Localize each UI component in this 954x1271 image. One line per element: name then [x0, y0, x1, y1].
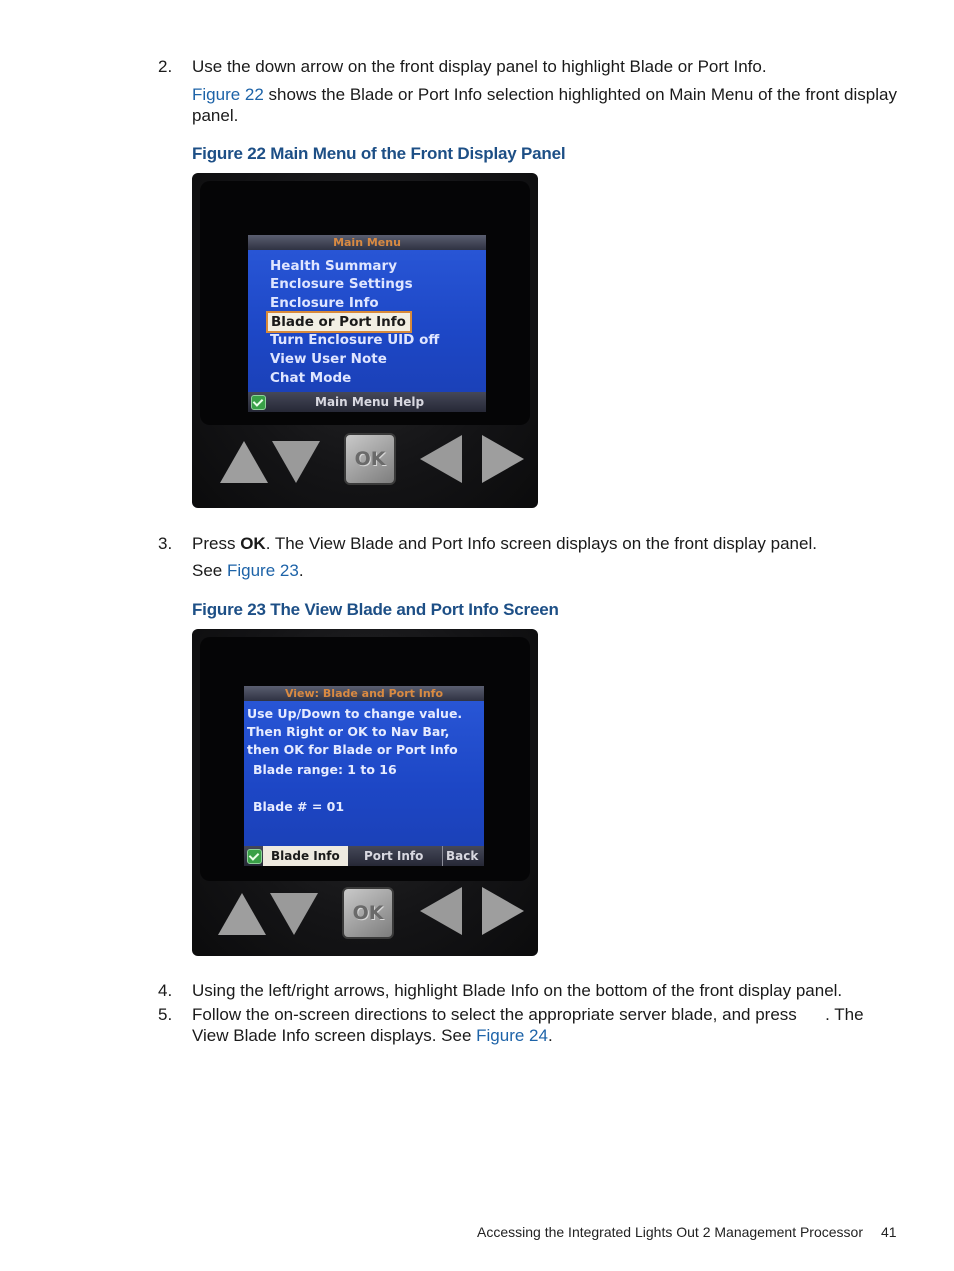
- main-menu-help-label[interactable]: Main Menu Help: [315, 395, 425, 409]
- menu-item-enclosure-info[interactable]: Enclosure Info: [270, 295, 379, 311]
- menu-item-health-summary[interactable]: Health Summary: [270, 258, 397, 274]
- step-2-reference: [192, 84, 902, 126]
- nav-bar: [244, 846, 484, 866]
- step-3-reference: [192, 560, 304, 581]
- down-arrow-button-icon[interactable]: [272, 441, 320, 483]
- figure-22-link[interactable]: Figure 22: [192, 85, 264, 104]
- menu-item-chat-mode[interactable]: Chat Mode: [270, 370, 352, 386]
- blade-number-value[interactable]: Blade # = 01: [253, 799, 345, 814]
- figure-23-link[interactable]: Figure 23: [226, 561, 299, 580]
- status-bar: [248, 392, 486, 412]
- right-arrow-button-icon[interactable]: [482, 435, 524, 483]
- step-2-reference-text: shows the Blade or Port Info selection highlighted on Main Menu of the front display panel.: [192, 85, 897, 125]
- menu-item-enclosure-settings[interactable]: Enclosure Settings: [270, 276, 413, 292]
- view-blade-port-info-screen: [244, 686, 484, 866]
- ok-button[interactable]: OK: [342, 887, 394, 939]
- see-prefix: See: [192, 561, 227, 580]
- instruction-line-2: Then Right or OK to Nav Bar,: [247, 724, 450, 739]
- down-arrow-button-icon[interactable]: [270, 893, 318, 935]
- up-arrow-button-icon[interactable]: [220, 441, 268, 483]
- step-5-suffix: .: [547, 1026, 553, 1045]
- right-arrow-button-icon[interactable]: [482, 887, 524, 935]
- main-menu-screen: [248, 235, 486, 412]
- figure-23-photo: [192, 629, 538, 956]
- figure-24-link[interactable]: Figure 24: [476, 1026, 548, 1045]
- page-number: 41: [881, 1224, 897, 1240]
- step-3-number: 3.: [158, 534, 173, 553]
- blade-range-label: Blade range: 1 to 16: [253, 762, 397, 777]
- step-3-text-after: . The View Blade and Port Info screen displays on the front display panel.: [265, 534, 817, 553]
- instruction-line-3: then OK for Blade or Port Info: [247, 742, 458, 757]
- check-icon: [247, 849, 262, 864]
- left-arrow-button-icon[interactable]: [420, 887, 462, 935]
- screen-title: Main Menu: [248, 235, 486, 250]
- up-arrow-button-icon[interactable]: [218, 893, 266, 935]
- check-icon: [251, 395, 266, 410]
- ok-button[interactable]: OK: [344, 433, 396, 485]
- step-3-text-before: Press: [192, 534, 241, 553]
- see-suffix: .: [298, 561, 304, 580]
- step-4-number: 4.: [158, 981, 173, 1000]
- figure-22-caption: Figure 22 Main Menu of the Front Display Panel: [192, 144, 566, 163]
- step-5-body: Follow the on-screen directions to select the appropriate server blade, and press . The View Blade Info screen displays. See: [192, 1005, 869, 1045]
- step-5-number: 5.: [158, 1005, 173, 1024]
- figure-22-photo: [192, 173, 538, 508]
- menu-item-view-user-note[interactable]: View User Note: [270, 351, 387, 367]
- step-3-text: [192, 533, 902, 554]
- footer-title: Accessing the Integrated Lights Out 2 Management Processor: [477, 1224, 863, 1240]
- step-2-number: 2.: [158, 57, 173, 76]
- nav-tab-blade-info[interactable]: Blade Info: [263, 846, 348, 866]
- step-4-text: Using the left/right arrows, highlight Blade Info on the bottom of the front display panel.: [192, 981, 843, 1000]
- nav-tab-back[interactable]: Back: [442, 846, 478, 866]
- step-2-text: Use the down arrow on the front display panel to highlight Blade or Port Info.: [192, 57, 767, 76]
- instruction-line-1: Use Up/Down to change value.: [247, 706, 463, 721]
- menu-item-blade-or-port-info[interactable]: Blade or Port Info: [266, 311, 412, 333]
- nav-tab-port-info[interactable]: Port Info: [364, 849, 424, 863]
- menu-item-turn-enclosure-uid-off[interactable]: Turn Enclosure UID off: [270, 332, 440, 348]
- screen-title: View: Blade and Port Info: [244, 686, 484, 701]
- left-arrow-button-icon[interactable]: [420, 435, 462, 483]
- figure-23-caption: Figure 23 The View Blade and Port Info Screen: [192, 600, 559, 619]
- step-5-text: [192, 1004, 900, 1046]
- ok-keyword: OK: [240, 534, 266, 553]
